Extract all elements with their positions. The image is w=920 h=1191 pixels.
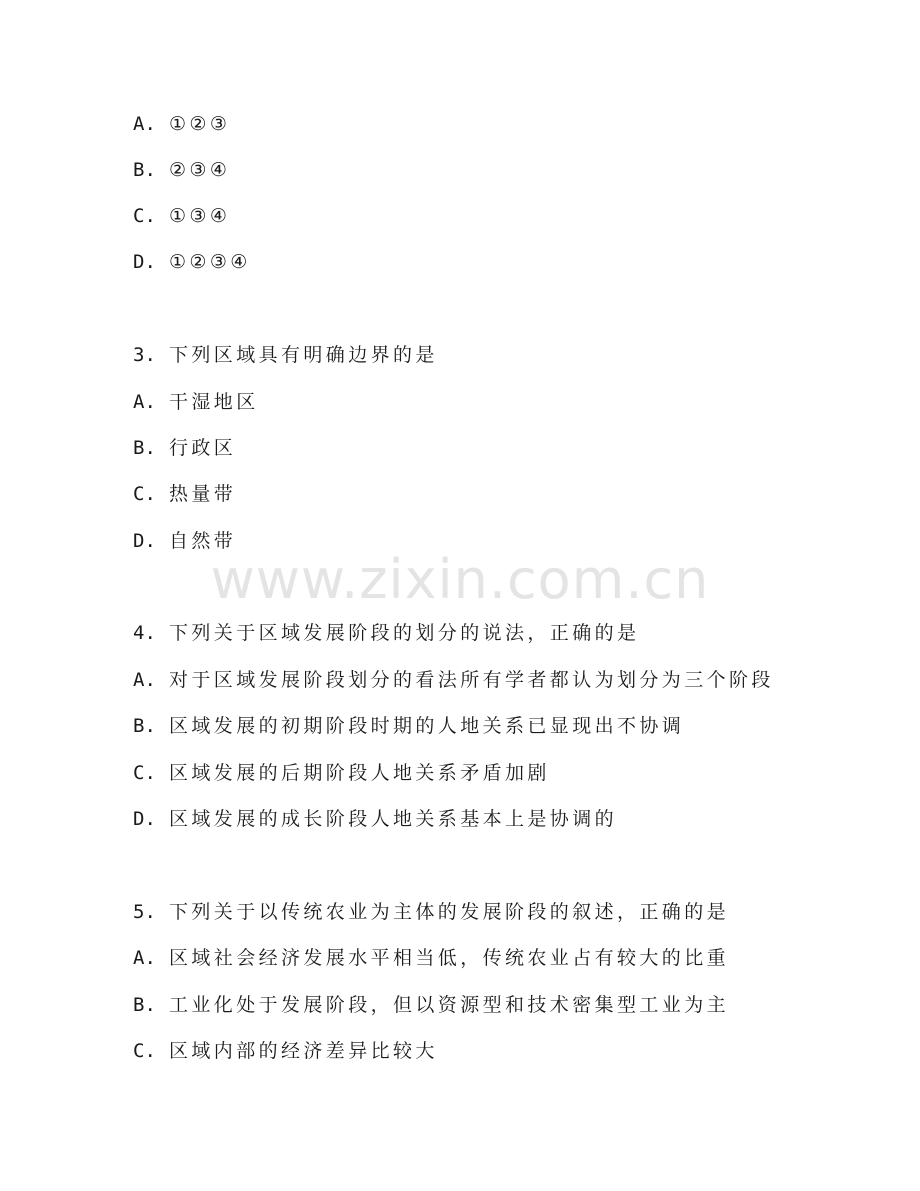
- option-label: D.: [133, 808, 156, 830]
- option-text: 行政区: [169, 437, 237, 459]
- option-text: 区域发展的后期阶段人地关系矛盾加剧: [169, 762, 550, 784]
- option-d-q2: [133, 250, 251, 274]
- option-text: 工业化处于发展阶段，但以资源型和技术密集型工业为主: [169, 994, 730, 1016]
- option-text: ①②③: [169, 113, 231, 135]
- option-label: B.: [133, 994, 156, 1016]
- option-label: A.: [133, 391, 156, 413]
- option-b-q4: [133, 714, 684, 738]
- question-number: 5.: [133, 901, 156, 923]
- option-text: 区域社会经济发展水平相当低，传统农业占有较大的比重: [169, 947, 730, 969]
- option-a-q5: [133, 946, 729, 970]
- option-c-q3: [133, 482, 236, 506]
- option-text: 对于区域发展阶段划分的看法所有学者都认为划分为三个阶段: [169, 669, 774, 691]
- option-text: ①③④: [169, 205, 231, 227]
- option-a-q4: [133, 668, 774, 692]
- option-label: B.: [133, 159, 156, 181]
- option-text: 区域内部的经济差异比较大: [169, 1040, 438, 1062]
- watermark: www.zixin.com.cn: [210, 548, 710, 611]
- question-number: 4.: [133, 622, 156, 644]
- option-label: A.: [133, 947, 156, 969]
- option-d-q3: [133, 529, 236, 553]
- option-text: 干湿地区: [169, 391, 259, 413]
- option-text: ②③④: [169, 159, 231, 181]
- question-3: [133, 343, 438, 367]
- option-label: D.: [133, 251, 156, 273]
- question-text: 下列区域具有明确边界的是: [169, 344, 438, 366]
- option-label: D.: [133, 530, 156, 552]
- option-text: ①②③④: [169, 251, 251, 273]
- option-label: C.: [133, 1040, 156, 1062]
- option-text: 热量带: [169, 483, 237, 505]
- option-c-q2: [133, 204, 230, 228]
- option-c-q5: [133, 1039, 438, 1063]
- option-a-q2: [133, 112, 230, 136]
- option-label: A.: [133, 669, 156, 691]
- option-label: C.: [133, 205, 156, 227]
- option-c-q4: [133, 761, 550, 785]
- option-b-q2: [133, 158, 230, 182]
- question-number: 3.: [133, 344, 156, 366]
- question-4: [133, 621, 639, 645]
- question-5: [133, 900, 729, 924]
- option-a-q3: [133, 390, 259, 414]
- option-b-q5: [133, 993, 729, 1017]
- option-text: 区域发展的初期阶段时期的人地关系已显现出不协调: [169, 715, 685, 737]
- option-label: A.: [133, 113, 156, 135]
- option-label: C.: [133, 762, 156, 784]
- option-d-q4: [133, 807, 617, 831]
- option-b-q3: [133, 436, 236, 460]
- question-text: 下列关于以传统农业为主体的发展阶段的叙述，正确的是: [169, 901, 730, 923]
- option-label: B.: [133, 715, 156, 737]
- option-text: 区域发展的成长阶段人地关系基本上是协调的: [169, 808, 618, 830]
- option-text: 自然带: [169, 530, 237, 552]
- option-label: C.: [133, 483, 156, 505]
- question-text: 下列关于区域发展阶段的划分的说法，正确的是: [169, 622, 640, 644]
- option-label: B.: [133, 437, 156, 459]
